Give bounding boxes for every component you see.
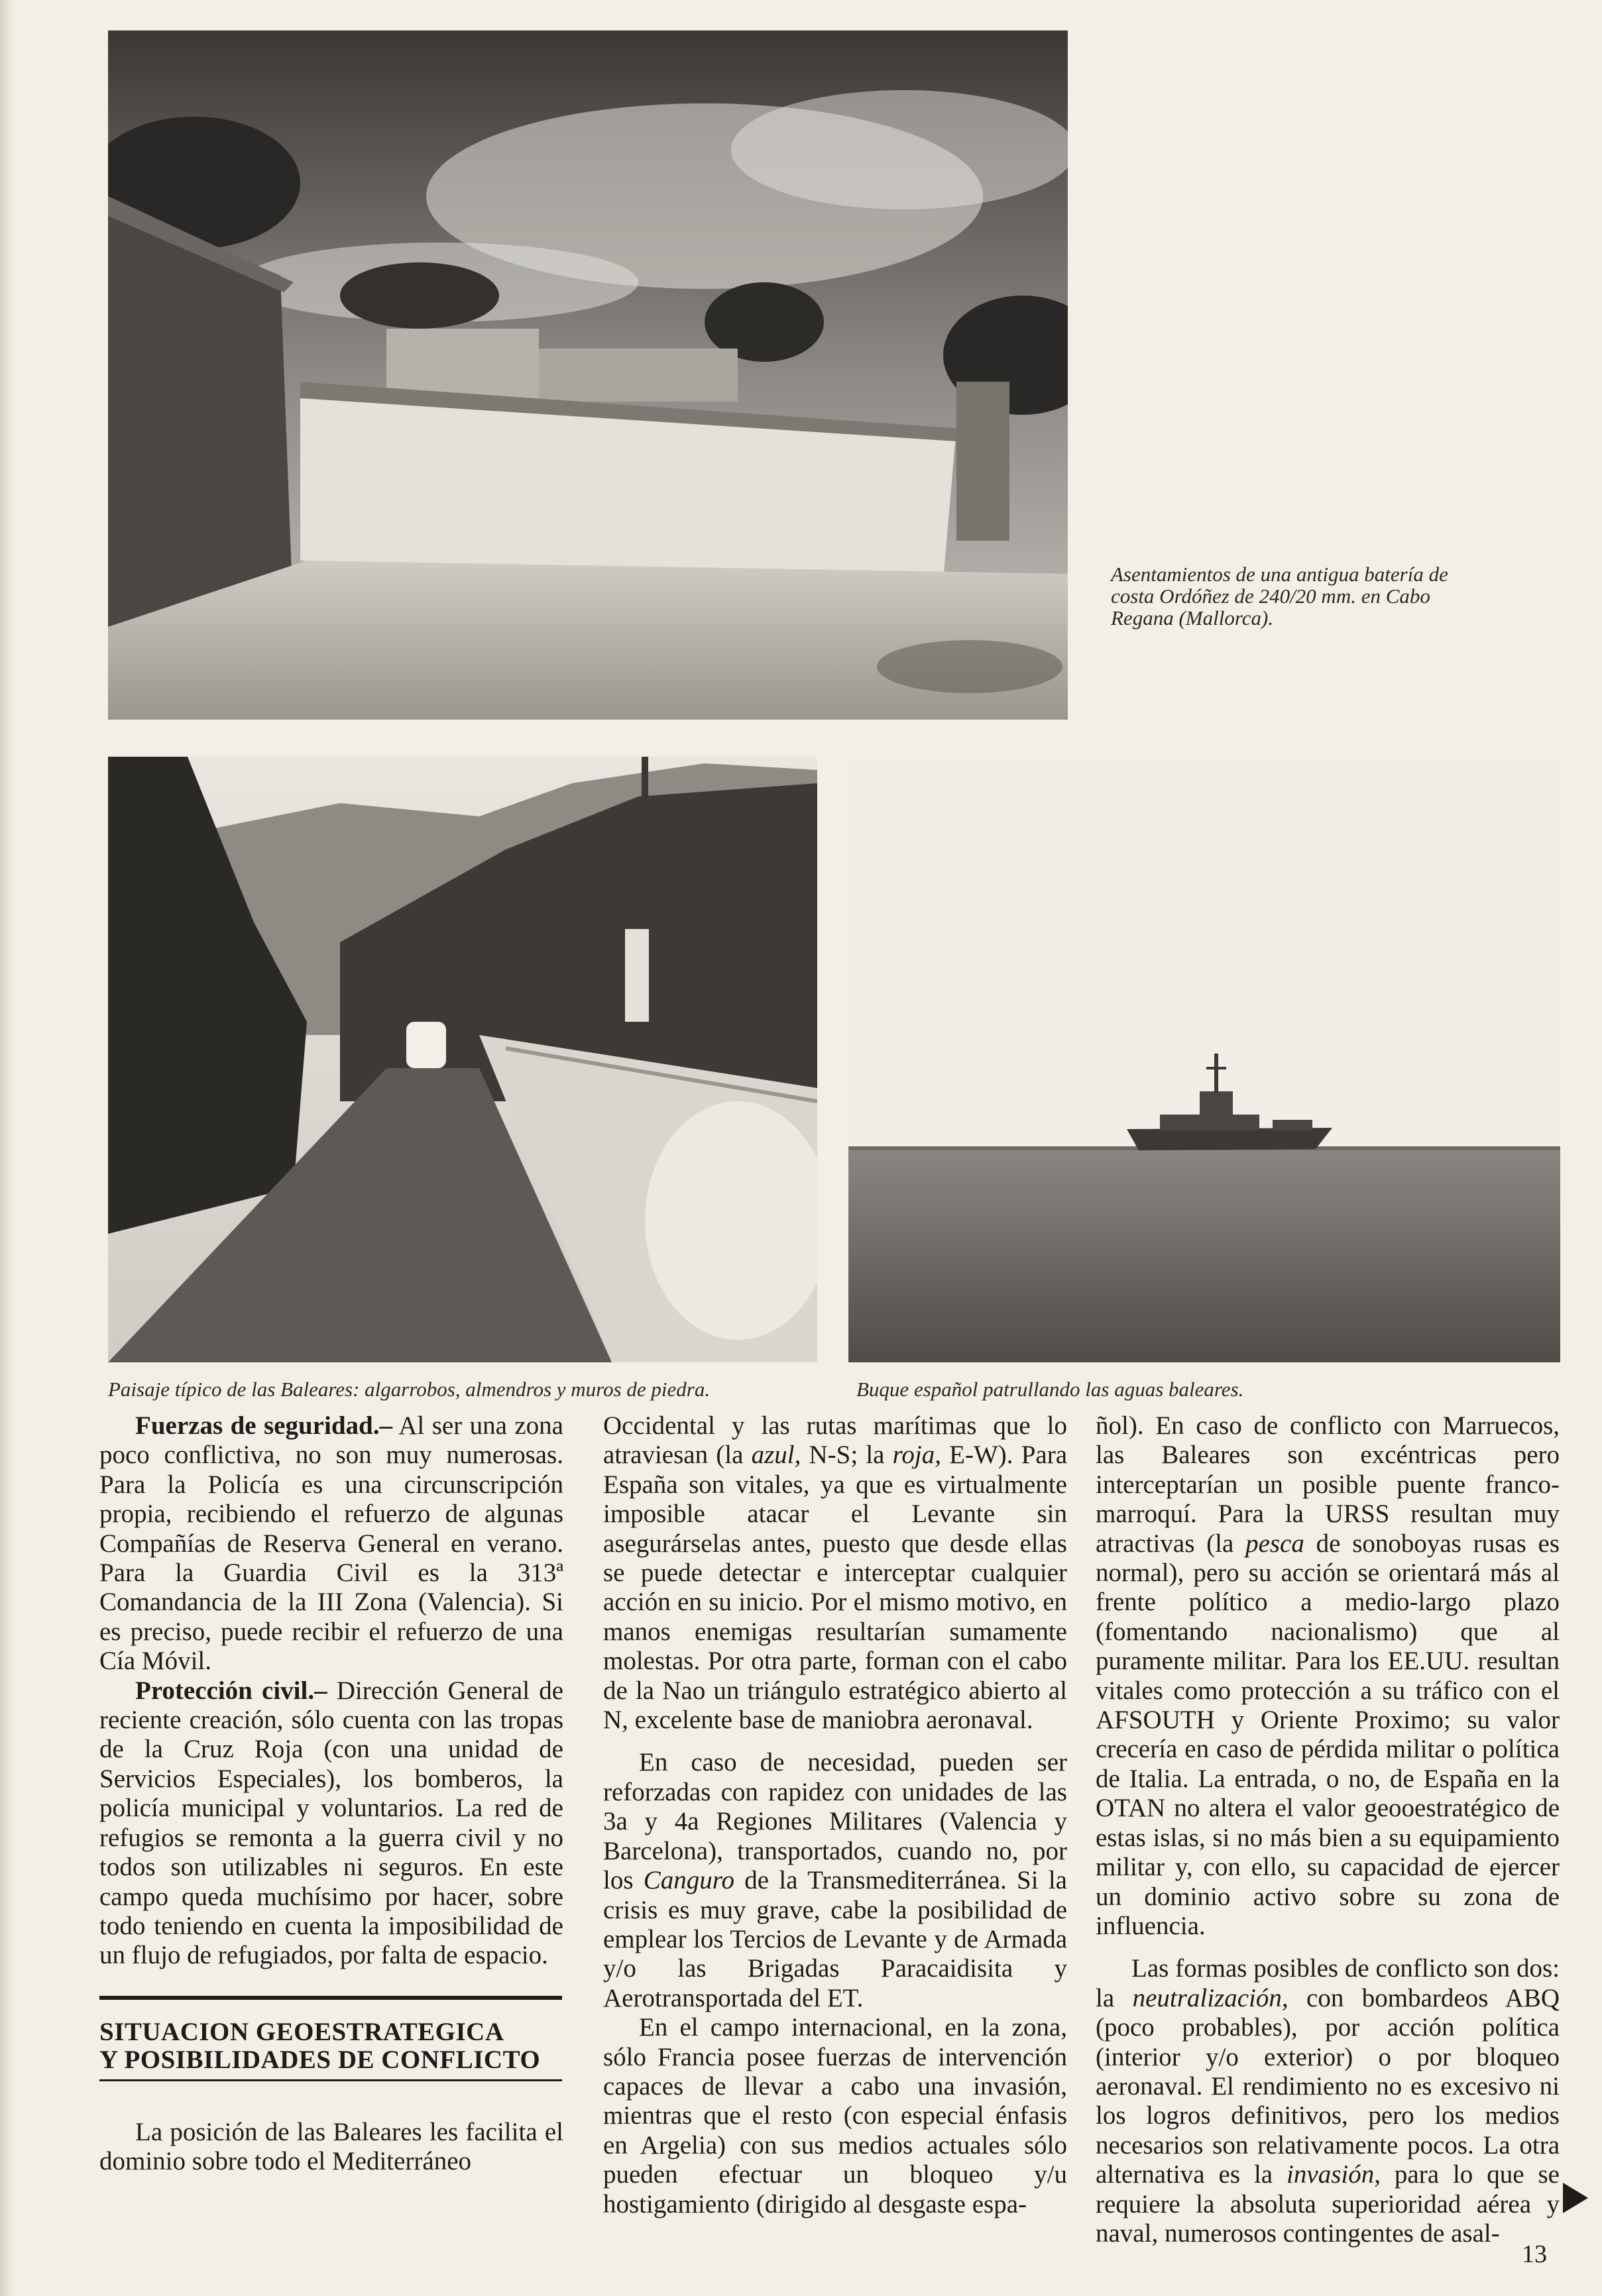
road-landscape-photo-icon: [108, 757, 817, 1362]
text-column-1-continued: [99, 2118, 563, 2177]
text-run: de sonoboyas rusas es normal), pero su acción se orientará más al frente político a medio-largo plazo (fomentando nacionalismo) que al puramente militar. Para los EE.UU. resultan vitales como protección a su tráfico con el AFSOUTH y Oriente Proximo; su valor crecería en caso de pérdida militar o política de Italia. La entrada, o no, de España en la OTAN no altera el valor geooestratégico de estas islas, si no más bien a su equipamiento militar y, con ello, su capacidad de ejercer un dominio activo sobre su zona de influencia.: [1096, 1529, 1560, 1940]
caption-road-landscape: Paisaje típico de las Baleares: algarrobos, almendros y muros de piedra.: [108, 1378, 711, 1401]
paragraph-marruecos: [1096, 1411, 1560, 1941]
text-run: E-W). Para España son vitales, ya que es virtualmente imposible atacar el Levante sin asegurárselas antes, puesto que desde ellas se puede detectar e interceptar cualquier acción en su inicio. Por el mismo motivo, en manos enemigas resultarían sumamente molestas. Por otra parte, forman con el cabo de la Nao un triángulo estratégico abierto al N, excelente base de maniobra aeronaval.: [603, 1441, 1067, 1735]
text-run: N-S; la: [801, 1441, 893, 1470]
coastal-battery-photo-icon: [108, 30, 1068, 720]
emphasis-azul: azul,: [751, 1441, 801, 1470]
text-column-1: [99, 1411, 563, 1971]
section-title-line-1: SITUACION GEOESTRATEGICA: [99, 2018, 504, 2046]
paragraph-internacional: En el campo internacional, en la zona, sólo Francia posee fuerzas de intervención capaces de llevar a cabo una invasión, mientras que el resto (con especial énfasis en Argelia) con sus medios actuales sólo pueden efectuar un bloqueo y/u hostigamiento (dirigido al desgaste espa-: [603, 2013, 1067, 2218]
photo-ship-at-sea: [848, 757, 1560, 1362]
text-run: ñol). En caso de conflicto con Marruecos, las Baleares son excéntricas pero interceptarían un posible puente franco-marroquí. Para la URSS resultan muy atractivas (la: [1096, 1411, 1560, 1558]
paragraph-heading: Fuerzas de seguridad.–: [135, 1411, 392, 1440]
paragraph-necesidad: [603, 1748, 1067, 2013]
text-run: de la Transmediterránea. Si la crisis es muy grave, cabe la posibilidad de emplear los Tercios de Levante y de Armada y/o las Brigadas Paracaidisita y Aerotransportada del ET.: [603, 1866, 1067, 2012]
text-run: En caso de necesidad, pueden ser reforzadas con rapidez con unidades de las 3a y 4a Regiones Militares (Valencia y Barcelona), transportados, cuando no, por los: [603, 1748, 1067, 1895]
text-column-3: [1096, 1411, 1560, 2248]
photo-road-landscape: [108, 757, 817, 1362]
page-number: 13: [1522, 2240, 1547, 2268]
paragraph-formas-conflicto: [1096, 1954, 1560, 2248]
emphasis-pesca: pesca: [1245, 1529, 1304, 1558]
emphasis-canguro: Canguro: [643, 1866, 735, 1895]
page-binding-edge: [0, 0, 15, 2296]
paragraph-body: Dirección General de reciente creación, sólo cuenta con las tropas de la Cruz Roja (con una unidad de Servicios Especiales), los bomberos, la policía municipal y voluntarios. La red de refugios se remonta a la guerra civil y no todos son utilizables ni seguros. En este campo queda muchísimo por hacer, sobre todo teniendo en cuenta la imposibilidad de un flujo de refugiados, por falta de espacio.: [99, 1676, 564, 1970]
paragraph-proteccion-civil: [99, 1676, 563, 1971]
text-column-2: [603, 1411, 1067, 2219]
emphasis-roja: roja,: [892, 1441, 941, 1470]
paragraph-fuerzas-seguridad: [99, 1411, 563, 1676]
text-run: para lo que se requiere la absoluta superioridad aérea y naval, numerosos contingentes de asal-: [1096, 2160, 1560, 2248]
emphasis-neutralizacion: neutralización,: [1132, 1983, 1288, 2012]
paragraph-body: Al ser una zona poco conflictiva, no son muy numerosas. Para la Policía es una circunscripción propia, recibiendo el refuerzo de algunas Compañías de Reserva General en verano. Para la Guardia Civil es la 313ª Comandancia de la III Zona (Valencia). Si es preciso, puede recibir el refuerzo de una Cía Móvil.: [99, 1411, 563, 1676]
section-title: [99, 2018, 563, 2074]
text-run: Las formas posibles de conflicto son dos: la: [1096, 1954, 1560, 2012]
paragraph-posicion: La posición de las Baleares les facilita el dominio sobre todo el Mediterráneo: [99, 2118, 563, 2176]
section-rule-bottom: [99, 2079, 562, 2081]
paragraph-rutas: [603, 1411, 1067, 1735]
emphasis-invasion: invasión,: [1287, 2160, 1381, 2189]
photo-coastal-battery: [108, 30, 1068, 720]
section-title-line-2: Y POSIBILIDADES DE CONFLICTO: [99, 2046, 541, 2074]
caption-coastal-battery: Asentamientos de una antigua batería de costa Ordóñez de 240/20 mm. en Cabo Regana (Mallorca).: [1111, 563, 1448, 630]
caption-ship: Buque español patrullando las aguas baleares.: [856, 1378, 1244, 1401]
ship-at-sea-photo-icon: [848, 757, 1560, 1362]
triangle-right-icon: [1563, 2183, 1588, 2213]
text-run: con bombardeos ABQ (poco probables), por acción política (interior y/o exterior) o por bloqueo aeronaval. El rendimiento no es excesivo ni los logros definitivos, pero los medios necesarios son relativamente pocos. La otra alternativa es la: [1096, 1983, 1560, 2189]
text-run: Occidental y las rutas marítimas que lo atraviesan (la: [603, 1411, 1067, 1470]
section-rule-top: [99, 1996, 562, 2000]
paragraph-heading: Protección civil.–: [135, 1676, 327, 1705]
